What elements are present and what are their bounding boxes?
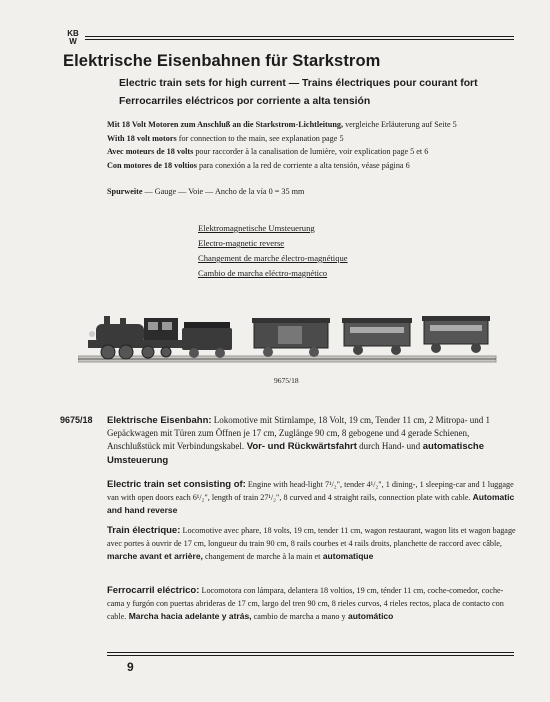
item-desc-fr — [107, 524, 517, 563]
de-bold2: automatische Umsteuerung — [107, 441, 484, 466]
reverse-de: Elektromagnetische Umsteuerung — [198, 223, 315, 233]
en-heading: Electric train set consisting of: — [107, 479, 246, 490]
motor-fr: pour raccorder à la canalisation de lumière, voir explication page 5 et 6 — [193, 147, 429, 156]
header-rule-top — [85, 36, 514, 37]
motor-en: for connection to the main, see explanation page 5 — [176, 133, 344, 143]
motor-es-bold: Con motores de 18 voltios — [107, 160, 197, 170]
item-number: 9675/18 — [60, 415, 93, 425]
motor-es: para conexión a la red de corriente a alta tensión, véase página 6 — [196, 160, 410, 170]
es-body: Locomotora con lámpara, delantera 18 voltios, 19 cm, ténder 11 cm, coche-comedor, coche-cama y furgón con puertas abrideras de 17 cm, largo del tren 90 cm, 8 rieles curvos, 4 rieles rectos, placa de contacto con cable. — [107, 586, 504, 621]
footer-rule-top — [107, 652, 514, 653]
fr-bold: marche avant et arrière, — [107, 551, 203, 561]
es-heading: Ferrocarril eléctrico: — [107, 585, 200, 596]
page-title: Elektrische Eisenbahnen für Starkstrom — [63, 52, 381, 70]
luggage-van — [252, 318, 330, 357]
logo-mark: W — [69, 37, 77, 46]
image-caption: 9675/18 — [274, 376, 299, 385]
kbw-logo — [64, 30, 82, 46]
tender — [182, 322, 232, 358]
subtitle-es: Ferrocarriles eléctricos por corriente a alta tensión — [119, 96, 371, 107]
es-bold2: automático — [345, 611, 394, 621]
item-desc-de — [107, 414, 517, 467]
reverse-en: Electro-magnetic reverse — [198, 238, 285, 248]
subtitle-en-fr: Electric train sets for high current — Trains électriques pour courant fort — [119, 78, 478, 89]
fr-body: Locomotive avec phare, 18 volts, 19 cm, tender 11 cm, wagon restaurant, wagon lits et wagon bagage avec portes à ouvrir de 17 cm, longueur du train 90 cm, 8 rails courbes et 4 rails droits, planchette de raccord avec câble, — [107, 526, 516, 548]
de-body: Lokomotive mit Stirnlampe, 18 Volt, 19 cm, Tender 11 cm, 2 Mitropa- und 1 Gepäckwagen mit Türen zum Öffnen je 17 cm, Zuglänge 90 cm, 8 gebogene und 4 gerade Schienen, Anschlußstück mit Verbindungskabel. — [107, 415, 491, 452]
motor-de: vergleiche Erläuterung auf Seite 5 — [343, 120, 457, 129]
fr-heading: Train électrique: — [107, 525, 181, 536]
dining-car — [342, 318, 412, 355]
train-set-illustration — [78, 310, 498, 370]
footer-rule-bottom — [107, 655, 514, 656]
page-number: 9 — [127, 660, 134, 674]
reverse-es: Cambio de marcha eléctro-magnético — [198, 268, 328, 278]
item-desc-en — [107, 478, 517, 517]
es-bold: Marcha hacia adelante y atrás, — [126, 611, 252, 621]
motor-info — [107, 118, 457, 172]
de-mid: durch Hand- und — [356, 441, 421, 452]
en-bold: Automatic and hand reverse — [107, 492, 515, 515]
motor-de-bold: Mit 18 Volt Motoren zum Anschluß an die Starkstrom-Lichtleitung, — [107, 120, 344, 129]
reverse-fr: Changement de marche électro-magnétique — [198, 253, 348, 263]
gauge-label: Spurweite — [107, 187, 143, 196]
locomotive — [88, 316, 182, 359]
gauge-text: — Gauge — Voie — Ancho de la vía 0 = 35 mm — [142, 187, 305, 196]
logo-letters: KB — [67, 29, 79, 38]
motor-fr-bold: Avec moteurs de 18 volts — [107, 147, 194, 156]
de-heading: Elektrische Eisenbahn: — [107, 415, 212, 426]
reverse-list — [198, 221, 348, 281]
item-desc-es — [107, 584, 517, 623]
motor-en-bold: With 18 volt motors — [107, 133, 177, 143]
es-mid: cambio de marcha a mano y — [251, 612, 346, 621]
sleeping-car — [422, 316, 490, 353]
fr-bold2: automatique — [320, 551, 374, 561]
header-rule-bottom — [85, 39, 514, 40]
de-bold: Vor- und Rückwärtsfahrt — [244, 441, 357, 453]
en-body: Engine with head-light 7¹/₂", tender 4¹/₂", 1 dining-, 1 sleeping-car and 1 luggage van with open doors each 6¹/₂", length of train 27¹/₂", 8 curved and 4 straight rails, connection plate with cable. — [107, 480, 514, 502]
gauge-line — [107, 185, 304, 199]
fr-end: changement de marche à la main et — [202, 552, 321, 561]
